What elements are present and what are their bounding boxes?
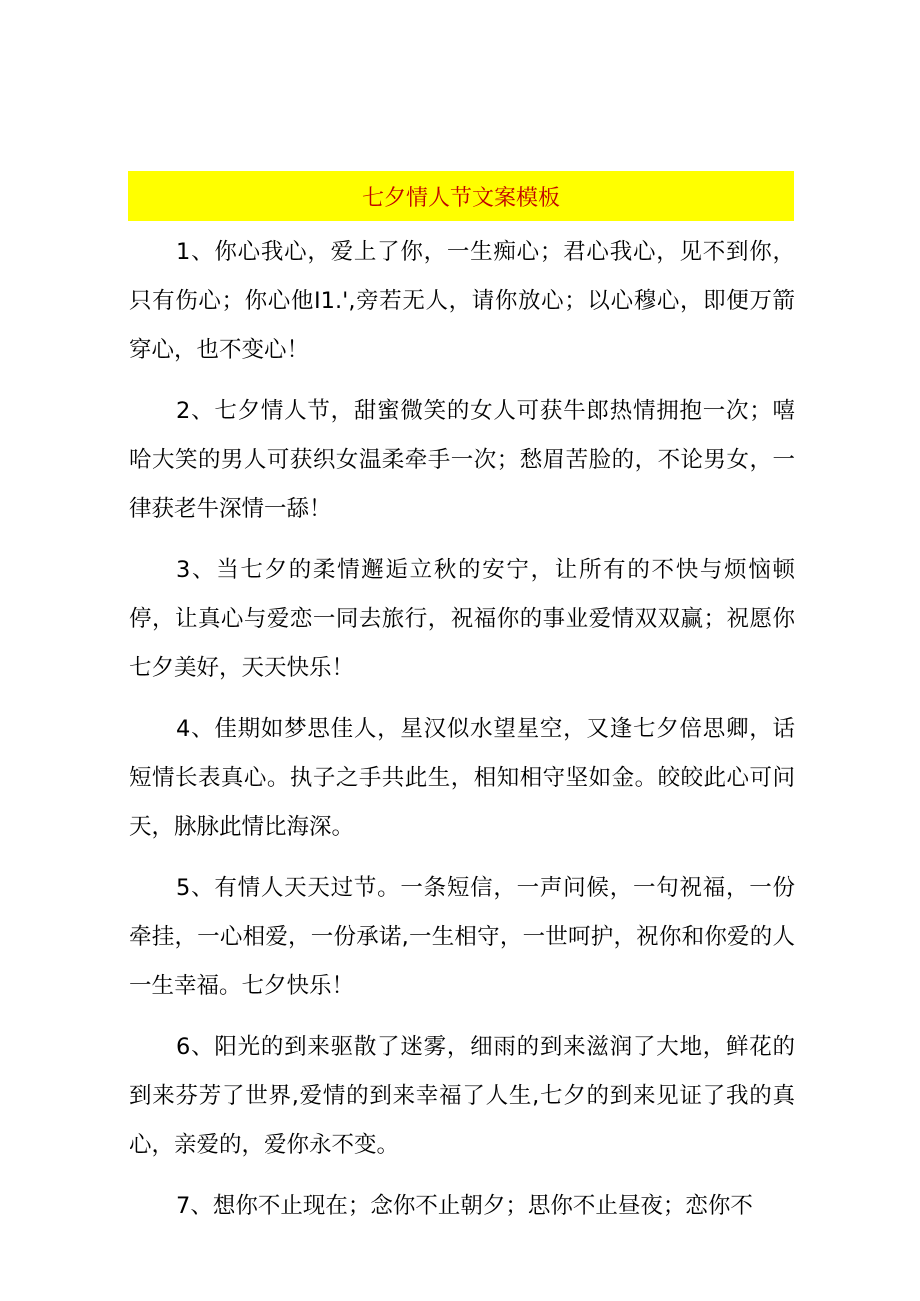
paragraph-1: 1、你心我心，爱上了你，一生痴心；君心我心，见不到你，只有伤心；你心他I1.',旁若无人，请你放心；以心穆心，即便万箭穿心，也不变心！ [129, 239, 795, 363]
paragraph-4: 4、佳期如梦思佳人，星汉似水望星空，又逢七夕倍思卿，话短情长表真心。执子之手共此生，相知相守坚如金。皎皎此心可问天，脉脉此情比海深。 [129, 716, 795, 840]
paragraph-3: 3、当七夕的柔情邂逅立秋的安宁，让所有的不快与烦恼顿停，让真心与爱恋一同去旅行，祝福你的事业爱情双双赢；祝愿你七夕美好，天天快乐！ [129, 557, 795, 681]
document-body [129, 228, 795, 1243]
document-title: 七夕情人节文案模板 [361, 185, 560, 211]
paragraph-5: 5、有情人天天过节。一条短信，一声问候，一句祝福，一份牵挂，一心相爱，一份承诺,一生相守，一世呵护，祝你和你爱的人一生幸福。七夕快乐！ [129, 875, 795, 999]
paragraph-7: 7、想你不止现在；念你不止朝夕；思你不止昼夜；恋你不 [176, 1193, 753, 1219]
title-banner [128, 171, 794, 221]
paragraph-2: 2、七夕情人节，甜蜜微笑的女人可获牛郎热情拥抱一次；嘻哈大笑的男人可获织女温柔牵手一次；愁眉苦脸的，不论男女，一律获老牛深情一舔！ [129, 398, 795, 522]
paragraph-6: 6、阳光的到来驱散了迷雾，细雨的到来滋润了大地，鲜花的到来芬芳了世界,爱情的到来幸福了人生,七夕的到来见证了我的真心，亲爱的，爱你永不变。 [129, 1034, 795, 1158]
